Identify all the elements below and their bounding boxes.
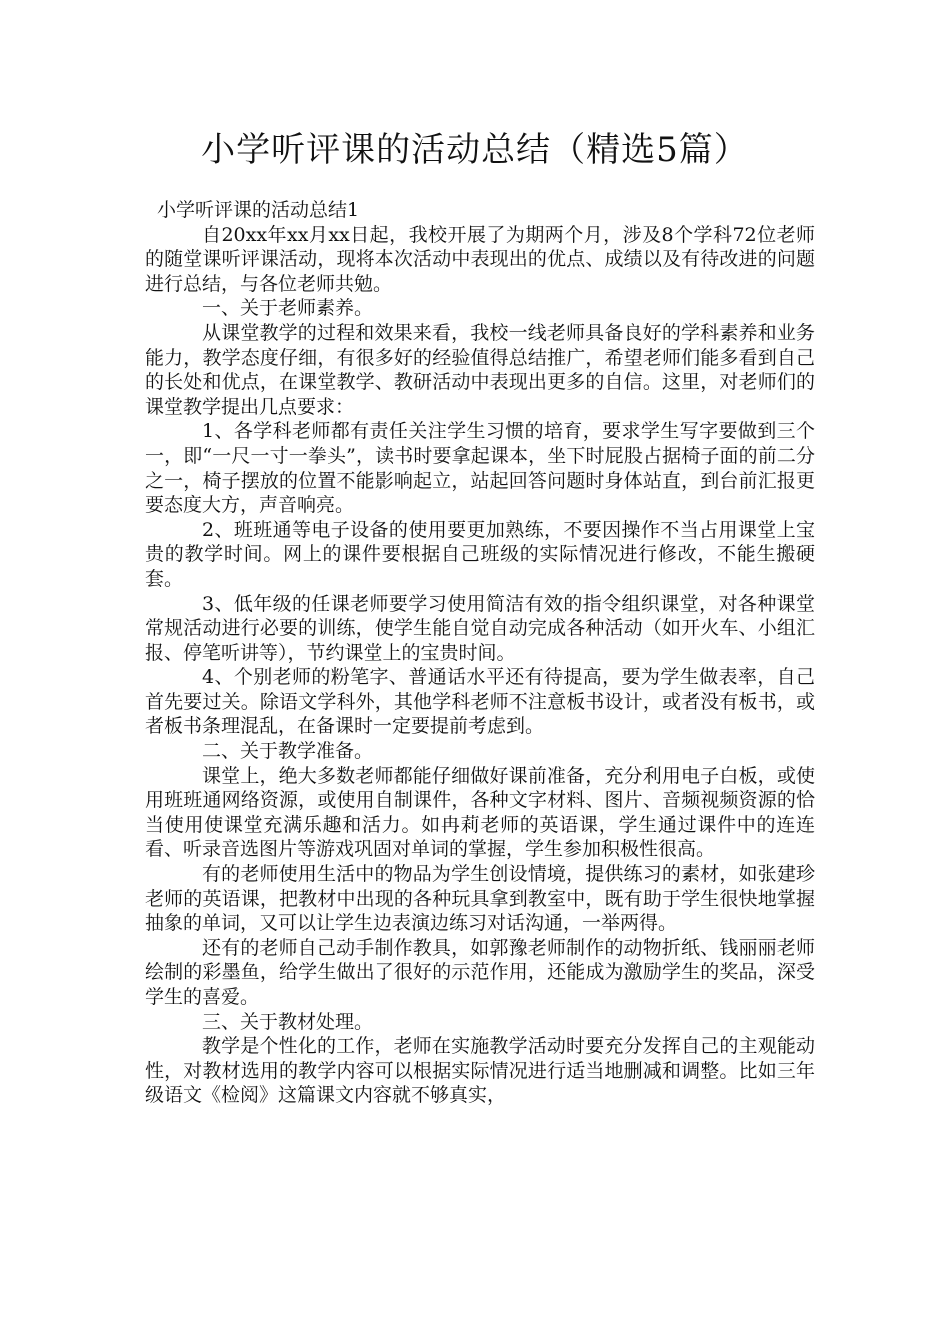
requirement-2: 2、班班通等电子设备的使用要更加熟练，不要因操作不当占用课堂上宝贵的教学时间。网上的课件要根据自己班级的实际情况进行修改，不能生搬硬套。 [145,518,815,590]
heading-teaching-preparation: 二、关于教学准备。 [202,740,374,763]
requirement-4: 4、个别老师的粉笔字、普通话水平还有待提高，要为学生做表率，自己首先要过关。除语文学科外，其他学科老师不注意板书设计，或者没有板书，或者板书条理混乱，在备课时一定要提前考虑到。 [145,666,815,738]
preparation-paragraph-3: 还有的老师自己动手制作教具，如郭豫老师制作的动物折纸、钱丽丽老师绘制的彩墨鱼，给学生做出了很好的示范作用，还能成为激励学生的奖品，深受学生的喜爱。 [145,936,815,1008]
preparation-paragraph-2: 有的老师使用生活中的物品为学生创设情境，提供练习的素材，如张建珍老师的英语课，把教材中出现的各种玩具拿到教室中，既有助于学生很快地掌握抽象的单词，又可以让学生边表演边练习对话沟通，一举两得。 [145,863,815,935]
preparation-paragraph-1: 课堂上，绝大多数老师都能仔细做好课前准备，充分利用电子白板，或使用班班通网络资源，或使用自制课件，各种文字材料、图片、音频视频资源的恰当使用使课堂充满乐趣和活力。如冉莉老师的英语课，学生通过课件中的连连看、听录音选图片等游戏巩固对单词的掌握，学生参加积极性很高。 [145,764,815,861]
requirement-1: 1、各学科老师都有责任关注学生习惯的培育，要求学生写字要做到三个一，即“一尺一寸一拳头”，读书时要拿起课本，坐下时屁股占据椅子面的前二分之一，椅子摆放的位置不能影响起立，站起回答问题时身体站直，到台前汇报更要态度大方，声音响亮。 [145,420,815,517]
teacher-quality-paragraph: 从课堂教学的过程和效果来看，我校一线老师具备良好的学科素养和业务能力，教学态度仔细，有很多好的经验值得总结推广，希望老师们能多看到自己的长处和优点，在课堂教学、教研活动中表现出更多的自信。这里，对老师们的课堂教学提出几点要求： [145,321,815,418]
requirement-3: 3、低年级的任课老师要学习使用简洁有效的指令组织课堂，对各种课堂常规活动进行必要的训练，使学生能自觉自动完成各种活动（如开火车、小组汇报、停笔听讲等），节约课堂上的宝贵时间。 [145,592,815,664]
heading-textbook-handling: 三、关于教材处理。 [202,1010,374,1033]
document-title: 小学听评课的活动总结（精选5篇） [201,130,749,170]
document-body [145,198,815,1108]
textbook-paragraph: 教学是个性化的工作，老师在实施教学活动时要充分发挥自己的主观能动性，对教材选用的教学内容可以根据实际情况进行适当地删减和调整。比如三年级语文《检阅》这篇课文内容就不够真实， [145,1035,815,1107]
section-title: 小学听评课的活动总结1 [157,199,360,221]
intro-paragraph: 自20xx年xx月xx日起，我校开展了为期两个月，涉及8个学科72位老师的随堂课听评课活动，现将本次活动中表现出的优点、成绩以及有待改进的问题进行总结，与各位老师共勉。 [145,223,815,295]
heading-teacher-quality: 一、关于老师素养。 [202,297,374,320]
